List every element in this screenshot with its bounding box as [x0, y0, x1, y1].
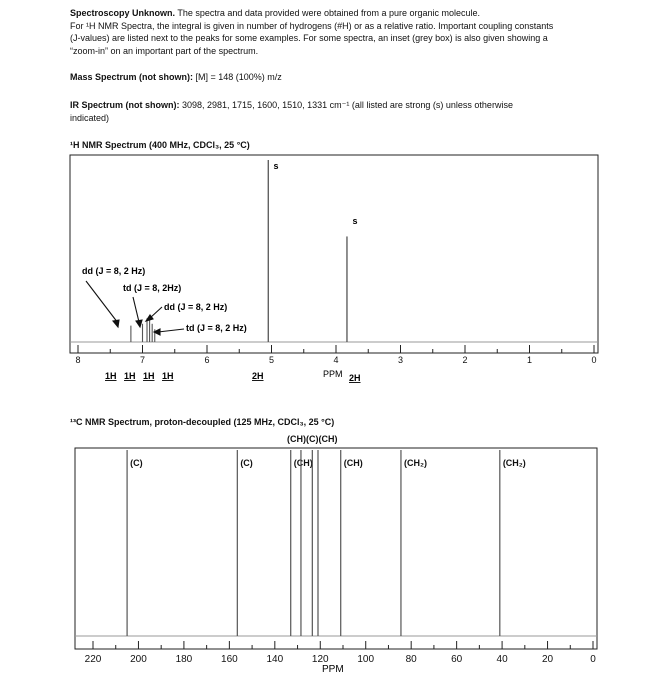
cnmr-tick-label-180: 180 — [175, 654, 193, 665]
hnmr-int-3: 1H — [143, 371, 155, 381]
hnmr-spectrum — [0, 150, 672, 400]
hnmr-title: ¹H NMR Spectrum (400 MHz, CDCl₃, 25 °C) — [70, 140, 250, 150]
hnmr-tick-label-8: 8 — [75, 355, 81, 365]
mass-spectrum-line — [70, 71, 282, 84]
intro-paragraph — [70, 7, 630, 57]
cnmr-axis-label: PPM — [322, 664, 344, 675]
cnmr-peak-label-0: (C) — [130, 458, 143, 468]
cnmr-peak-label-1: (C) — [240, 458, 253, 468]
cnmr-tick-label-80: 80 — [405, 654, 417, 665]
cnmr-tick-label-0: 0 — [590, 654, 596, 665]
hnmr-dd2-label: dd (J = 8, 2 Hz) — [164, 302, 228, 312]
cnmr-tick-label-40: 40 — [496, 654, 508, 665]
cnmr-tick-label-20: 20 — [541, 654, 554, 665]
hnmr-int-4: 1H — [162, 371, 174, 381]
ir-value: 3098, 2981, 1715, 1600, 1510, 1331 cm⁻¹ (all listed are strong (s) unless otherwise — [179, 100, 513, 110]
intro-line2: For ¹H NMR Spectra, the integral is given in number of hydrogens (#H) or as a relative ratio. Important coupling constants — [70, 20, 554, 31]
hnmr-tick-label-0: 0 — [591, 355, 597, 365]
cnmr-group-label: (CH)(C)(CH) — [287, 434, 338, 444]
cnmr-tick-label-200: 200 — [130, 654, 147, 665]
hnmr-tick-label-3: 3 — [397, 355, 404, 365]
hnmr-dd1-label: dd (J = 8, 2 Hz) — [82, 266, 146, 276]
intro-line1: The spectra and data provided were obtained from a pure organic molecule. — [175, 8, 481, 18]
cnmr-tick-label-140: 140 — [266, 654, 284, 665]
hnmr-axis-label: PPM — [323, 369, 343, 379]
hnmr-s2-label: s — [352, 216, 358, 226]
hnmr-td2-label: td (J = 8, 2 Hz) — [186, 323, 247, 333]
hnmr-tick-label-6: 6 — [204, 355, 210, 365]
hnmr-int-ch2-a: 2H — [252, 371, 264, 381]
intro-line4: “zoom-in” on an important part of the spectrum. — [70, 45, 259, 56]
hnmr-tick-label-1: 1 — [526, 355, 533, 365]
cnmr-tick-label-100: 100 — [357, 654, 375, 665]
cnmr-tick-label-60: 60 — [451, 654, 463, 665]
cnmr-peak-label-6: (CH) — [343, 458, 363, 468]
cnmr-title: ¹³C NMR Spectrum, proton-decoupled (125 MHz, CDCl₃, 25 °C) — [70, 417, 335, 427]
hnmr-int-ch2-b: 2H — [349, 373, 361, 383]
cnmr-peak-label-8: (CH₂) — [502, 458, 526, 468]
cnmr-tick-label-220: 220 — [84, 654, 102, 665]
ir-label: IR Spectrum (not shown): — [70, 100, 180, 110]
hnmr-int-2: 1H — [124, 371, 136, 381]
hnmr-s1-label: s — [273, 161, 279, 171]
hnmr-tick-label-5: 5 — [268, 355, 275, 365]
mass-value: [M] = 148 (100%) m/z — [193, 72, 282, 82]
ir-line2: indicated) — [70, 112, 110, 123]
cnmr-tick-label-160: 160 — [221, 654, 238, 665]
intro-title: Spectroscopy Unknown. — [70, 8, 176, 18]
ir-spectrum-line — [70, 99, 513, 124]
cnmr-peak-label-7: (CH₂) — [403, 458, 427, 468]
hnmr-td1-label: td (J = 8, 2Hz) — [123, 283, 182, 293]
cnmr-spectrum — [0, 445, 672, 675]
cnmr-peak-label-2: (CH) — [293, 458, 313, 468]
cnmr-tick-label-120: 120 — [311, 654, 329, 665]
hnmr-tick-label-7: 7 — [139, 355, 146, 365]
hnmr-tick-label-4: 4 — [333, 355, 339, 365]
mass-label: Mass Spectrum (not shown): — [70, 72, 194, 82]
intro-line3: (J-values) are listed next to the peaks for some examples. For some spectra, an inset (grey box) is also given showing a — [70, 33, 548, 43]
hnmr-tick-label-2: 2 — [462, 355, 468, 365]
hnmr-int-1: 1H — [105, 371, 117, 381]
